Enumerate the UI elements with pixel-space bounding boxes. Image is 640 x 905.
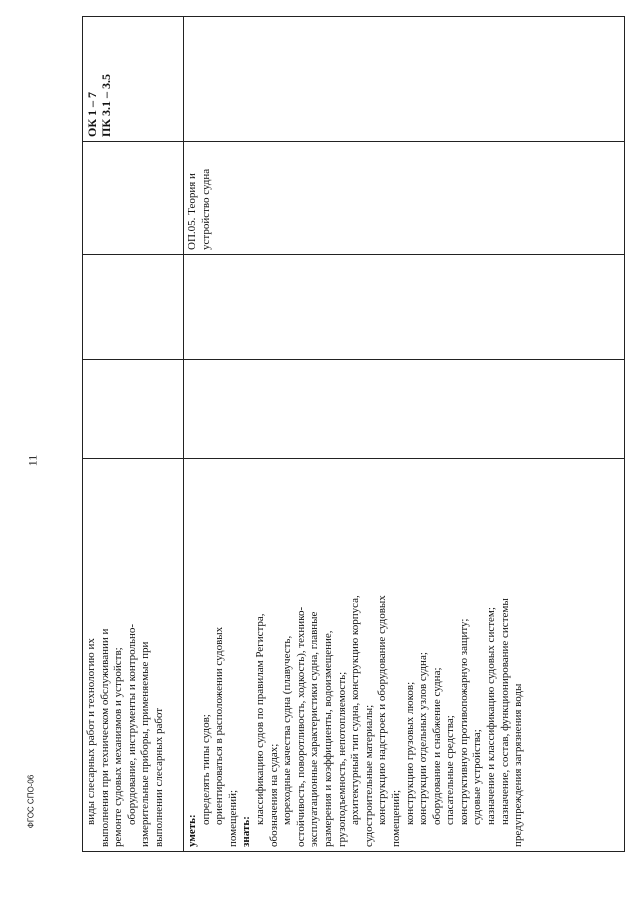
text-line: остойчивость, поворотливость, ходкость), технико-	[294, 606, 307, 847]
text-line: оборудование и снабжение судна;	[430, 667, 443, 825]
table-row	[83, 17, 184, 852]
table-sheet	[82, 62, 622, 852]
text-line: оборудование, инструменты и контрольно-	[125, 623, 138, 825]
text-line: выполнении слесарных работ	[152, 707, 165, 847]
text-line: размерения и коэффициенты, водоизмещение,	[321, 630, 334, 847]
competency-table	[82, 16, 625, 852]
codes-cell	[184, 17, 625, 142]
discipline-cell	[83, 142, 184, 255]
text-line: грузоподъемность, непотопляемость;	[335, 671, 348, 847]
text-line: судостроительные материалы;	[362, 704, 375, 847]
text-line: назначение и классификацию судовых систем;	[485, 607, 498, 825]
hours-cell	[83, 360, 184, 459]
discipline-cell	[184, 142, 625, 255]
text-line: мореходные качества судна (плавучесть,	[281, 635, 294, 825]
text-line: судовые устройства;	[471, 729, 484, 825]
text-line: предупреждения загрязнения воды	[512, 683, 525, 847]
text-line: конструкции отдельных узлов судна;	[417, 652, 430, 825]
text-line: конструкцию надстроек и оборудование судовых	[376, 595, 389, 825]
text-line: обозначения на судах;	[267, 743, 280, 847]
table-row	[184, 17, 625, 852]
znat-label: знать:	[240, 816, 253, 847]
text-line: помещений;	[226, 789, 239, 847]
page-number: 11	[25, 454, 40, 467]
text-line: эксплуатационные характеристики судна, главные	[308, 611, 321, 847]
content-cell	[184, 459, 625, 852]
discipline-name: ОП.05. Теория и устройство судна	[186, 168, 212, 250]
text-line: спасательные средства;	[444, 715, 457, 825]
text-line: измерительные приборы, применяемые при	[139, 641, 152, 847]
hours-cell-2	[83, 255, 184, 360]
text-line: помещений;	[389, 789, 402, 847]
pk-code: ПК 3.1 – 3.5	[99, 73, 113, 137]
codes-cell	[83, 17, 184, 142]
umet-label: уметь:	[186, 814, 198, 847]
footer-label: ФГОС СПО-06	[26, 774, 36, 829]
text-line: ориентироваться в расположении судовых	[213, 626, 226, 825]
hours-cell	[184, 360, 625, 459]
text-line: конструкцию грузовых люков;	[403, 681, 416, 825]
text-line: архитектурный тип судна, конструкцию корпуса,	[349, 595, 362, 825]
text-line: классификацию судов по правилам Регистра,	[253, 613, 266, 825]
text-line: назначение, состав, функционирование системы	[498, 598, 511, 825]
text-line: конструктивную противопожарную защиту;	[457, 618, 470, 825]
ok-code: ОК 1 – 7	[85, 91, 99, 137]
hours-cell-2	[184, 255, 625, 360]
text-line: определять типы судов;	[199, 714, 212, 825]
text-line: ремонте судовых механизмов и устройств;	[112, 647, 125, 847]
text-line: выполнения при техническом обслуживании и	[98, 628, 111, 847]
text-line: виды слесарных работ и технологию их	[85, 638, 97, 825]
content-cell	[83, 459, 184, 852]
